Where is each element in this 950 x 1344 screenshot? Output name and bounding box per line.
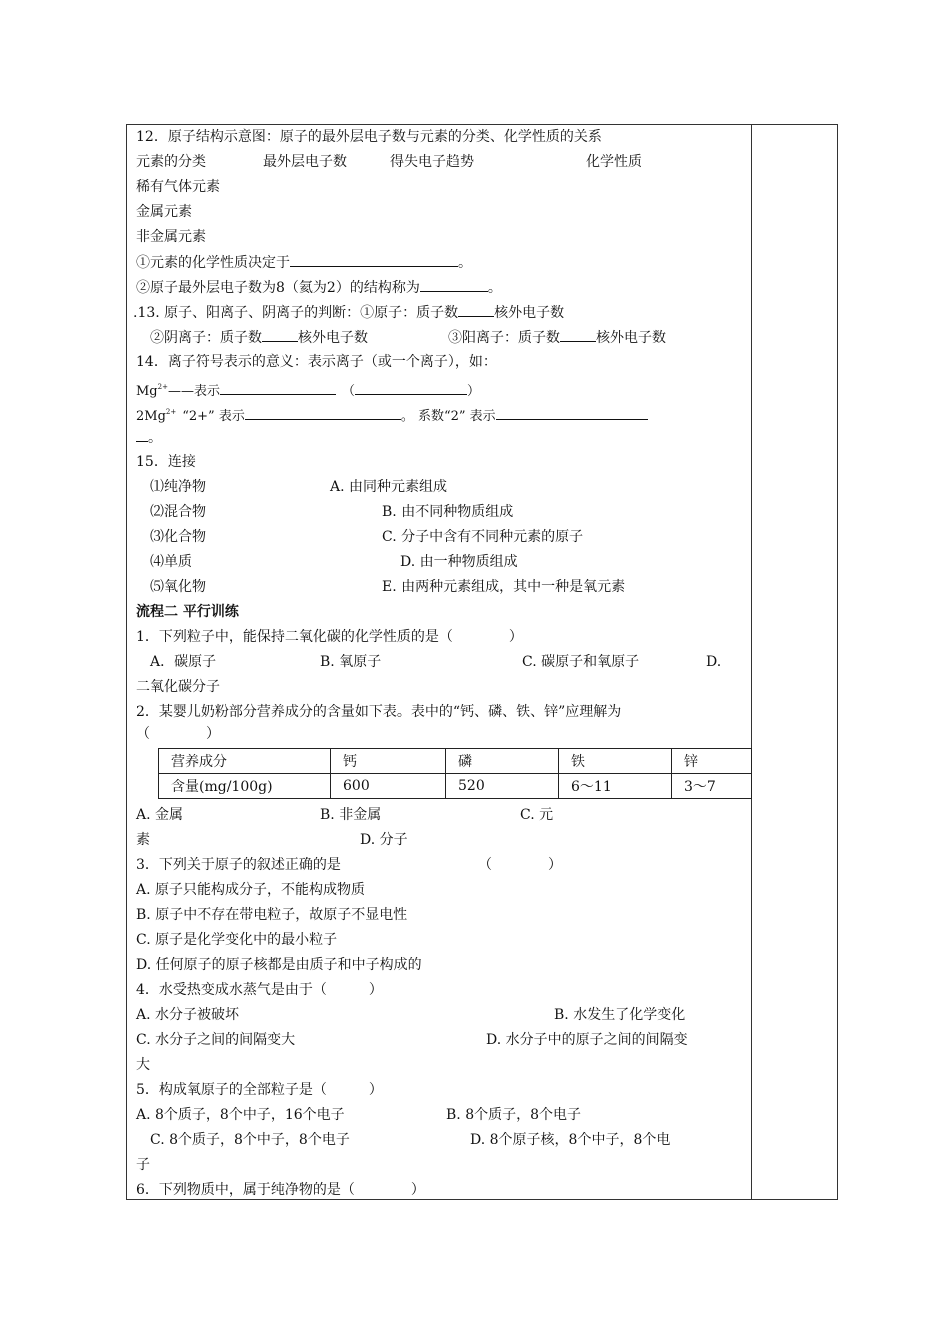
blank[interactable] <box>136 427 148 442</box>
nutrition-table <box>158 748 752 799</box>
question-3-d: D. 任何原子的原子核都是由质子和中子构成的 <box>136 957 422 973</box>
question-2-paren: （ ） <box>136 726 220 742</box>
question-3-b: B. 原子中不存在带电粒子，故原子不显电性 <box>136 907 408 923</box>
header-class: 元素的分类 <box>136 154 206 170</box>
blank[interactable] <box>220 380 336 395</box>
header-chem: 化学性质 <box>586 154 642 170</box>
question-5: 5．构成氧原子的全部粒子是（ ） <box>136 1082 383 1098</box>
2mg-ion-line-cont: 。 <box>136 427 162 448</box>
header-outer: 最外层电子数 <box>263 154 347 170</box>
header-trend: 得失电子趋势 <box>390 154 474 170</box>
question-6: 6．下列物质中，属于纯净物的是（ ） <box>136 1182 425 1198</box>
item-14-title: 14．离子符号表示的意义：表示离子（或一个离子），如： <box>136 354 497 370</box>
question-4: 4．水受热变成水蒸气是由于（ ） <box>136 982 383 998</box>
fill-chem-property: ①元素的化学性质决定于 。 <box>136 252 472 273</box>
blank[interactable] <box>420 277 488 292</box>
2mg-ion-line: $2Mg^{2+}$ “2+” 表示 。 系数“2” 表示 <box>136 402 648 427</box>
row-rare-gas: 稀有气体元素 <box>136 179 220 195</box>
section-heading: 流程二 平行训练 <box>136 604 239 620</box>
question-3-a: A. 原子只能构成分子，不能构成物质 <box>136 882 366 898</box>
blank[interactable] <box>560 327 596 342</box>
question-1-option-d: 二氧化碳分子 <box>136 679 220 695</box>
mg-ion-line: $Mg^{2+}——$表示 （ ） <box>136 377 480 402</box>
item-13-atom: .13. 原子、阳离子、阴离子的判断：①原子：质子数 核外电子数 <box>133 302 564 323</box>
table-row: 含量(mg/100g) 600 520 6～11 3～7 <box>159 774 752 799</box>
table-row: 营养成分 钙 磷 铁 锌 <box>159 749 752 774</box>
item-15-title: 15．连接 <box>136 454 196 470</box>
blank[interactable] <box>496 405 648 420</box>
blank[interactable] <box>355 380 467 395</box>
question-1: 1．下列粒子中，能保持二氧化碳的化学性质的是（ ） <box>136 629 523 645</box>
row-nonmetal: 非金属元素 <box>136 229 206 245</box>
question-3-c: C. 原子是化学变化中的最小粒子 <box>136 932 338 948</box>
question-5-d-cont: 子 <box>136 1157 150 1173</box>
blank[interactable] <box>290 252 458 267</box>
item-12-title: 12．原子结构示意图：原子的最外层电子数与元素的分类、化学性质的关系 <box>136 129 602 145</box>
blank[interactable] <box>262 327 298 342</box>
question-2: 2．某婴儿奶粉部分营养成分的含量如下表。表中的“钙、磷、铁、锌”应理解为 <box>136 704 622 720</box>
question-4-d-cont: 大 <box>136 1057 150 1073</box>
fill-stable-structure: ②原子最外层电子数为8（氦为2）的结构称为 。 <box>136 277 502 298</box>
blank[interactable] <box>458 302 494 317</box>
column-divider <box>751 124 752 1200</box>
blank[interactable] <box>245 405 401 420</box>
row-metal: 金属元素 <box>136 204 192 220</box>
